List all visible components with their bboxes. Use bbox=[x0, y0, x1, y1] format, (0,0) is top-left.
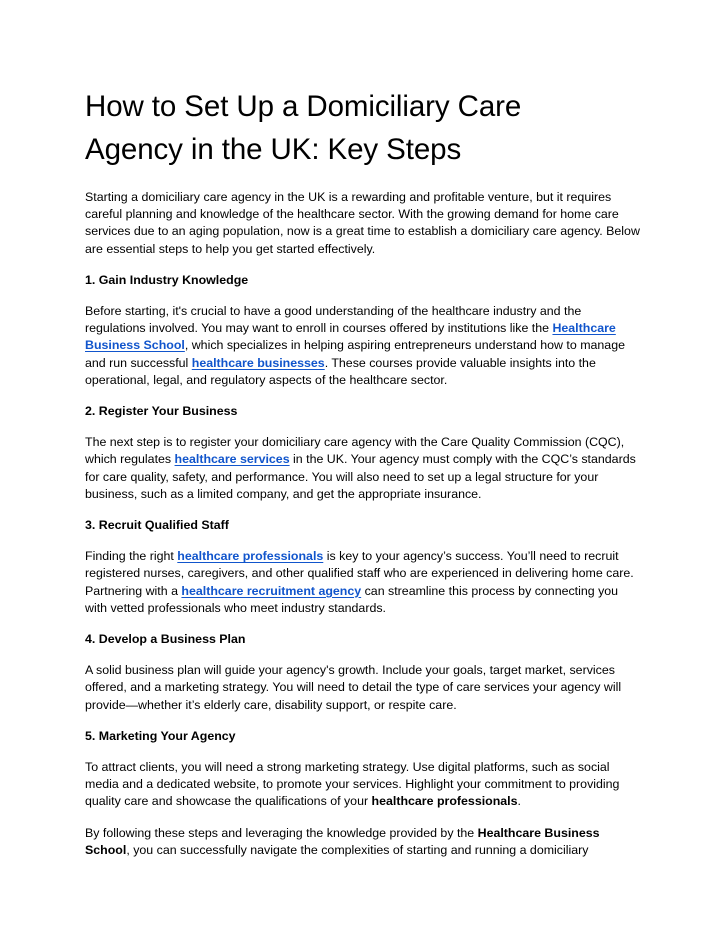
section-2-text-2: in the UK. Your agency must comply with the CQC’s standards for care quality, safety, and performance. You will also need to set up a legal structure for your business, such as a limited company, and get the appropriate insurance. bbox=[85, 452, 636, 501]
section-3-text-2: is key to your agency’s success. You’ll need to recruit registered nurses, caregivers, and other qualified staff who are experienced in delivering home care. Partnering with a bbox=[85, 549, 634, 598]
section-2-heading: 2. Register Your Business bbox=[85, 404, 238, 419]
intro-paragraph: Starting a domiciliary care agency in the UK is a rewarding and profitable venture, but it requires careful planning and knowledge of the healthcare sector. With the growing demand for home care services due to an aging population, now is a great time to establish a domiciliary care agency. Below are essential steps to help you get started effectively. bbox=[85, 190, 640, 256]
section-1-text-2: , which specializes in helping aspiring entrepreneurs understand how to manage and run successful bbox=[85, 338, 625, 370]
section-3-text-3: can streamline this process by connecting you with vetted professionals who meet industry standards. bbox=[85, 583, 619, 615]
section-5-text-2: . bbox=[517, 794, 521, 809]
section-1-heading: 1. Gain Industry Knowledge bbox=[85, 272, 249, 287]
section-2-text-1: The next step is to register your domiciliary care agency with the Care Quality Commission (CQC), which regulates bbox=[85, 435, 625, 467]
section-4-paragraph: A solid business plan will guide your agency's growth. Include your goals, target market, services offered, and a marketing strategy. You will need to detail the type of care services your agency will provide—whether it’s elderly care, disability support, or respite care. bbox=[85, 663, 622, 712]
closing-text-1: By following these steps and leveraging the knowledge provided by the bbox=[85, 825, 478, 840]
document-body bbox=[85, 85, 640, 859]
title-line-1: How to Set Up a Domiciliary Care bbox=[85, 90, 522, 123]
section-5-paragraph bbox=[85, 759, 640, 811]
section-5-heading: 5. Marketing Your Agency bbox=[85, 728, 236, 743]
section-1-paragraph bbox=[85, 303, 640, 389]
section-3-paragraph bbox=[85, 548, 640, 617]
section-1-text-3: . These courses provide valuable insights into the operational, legal, and regulatory aspects of the healthcare sector. bbox=[85, 355, 596, 387]
closing-text-2: , you can successfully navigate the complexities of starting and running a domiciliary bbox=[126, 842, 589, 857]
section-5-bold-1: healthcare professionals bbox=[371, 794, 518, 809]
healthcare-services-link[interactable]: healthcare services bbox=[174, 452, 290, 467]
closing-paragraph bbox=[85, 825, 640, 859]
section-3-heading: 3. Recruit Qualified Staff bbox=[85, 518, 229, 533]
section-5-text-1: To attract clients, you will need a strong marketing strategy. Use digital platforms, such as social media and a dedicated website, to promote your services. Highlight your commitment to providing quality care and showcase the qualifications of your bbox=[85, 760, 620, 809]
section-1-text-1: Before starting, it's crucial to have a good understanding of the healthcare industry and the regulations involved. You may want to enroll in courses offered by institutions like the bbox=[85, 304, 582, 336]
section-4-heading: 4. Develop a Business Plan bbox=[85, 632, 246, 647]
section-2-paragraph bbox=[85, 434, 640, 503]
document-title bbox=[85, 85, 640, 171]
closing-bold-1: Healthcare Business School bbox=[85, 825, 600, 857]
healthcare-businesses-link[interactable]: healthcare businesses bbox=[191, 355, 325, 370]
healthcare-business-school-link[interactable]: Healthcare Business School bbox=[85, 321, 616, 353]
healthcare-professionals-link[interactable]: healthcare professionals bbox=[177, 549, 324, 564]
healthcare-recruitment-agency-link[interactable]: healthcare recruitment agency bbox=[181, 583, 362, 598]
title-line-2: Agency in the UK: Key Steps bbox=[85, 133, 462, 166]
section-3-text-1: Finding the right bbox=[85, 549, 178, 564]
